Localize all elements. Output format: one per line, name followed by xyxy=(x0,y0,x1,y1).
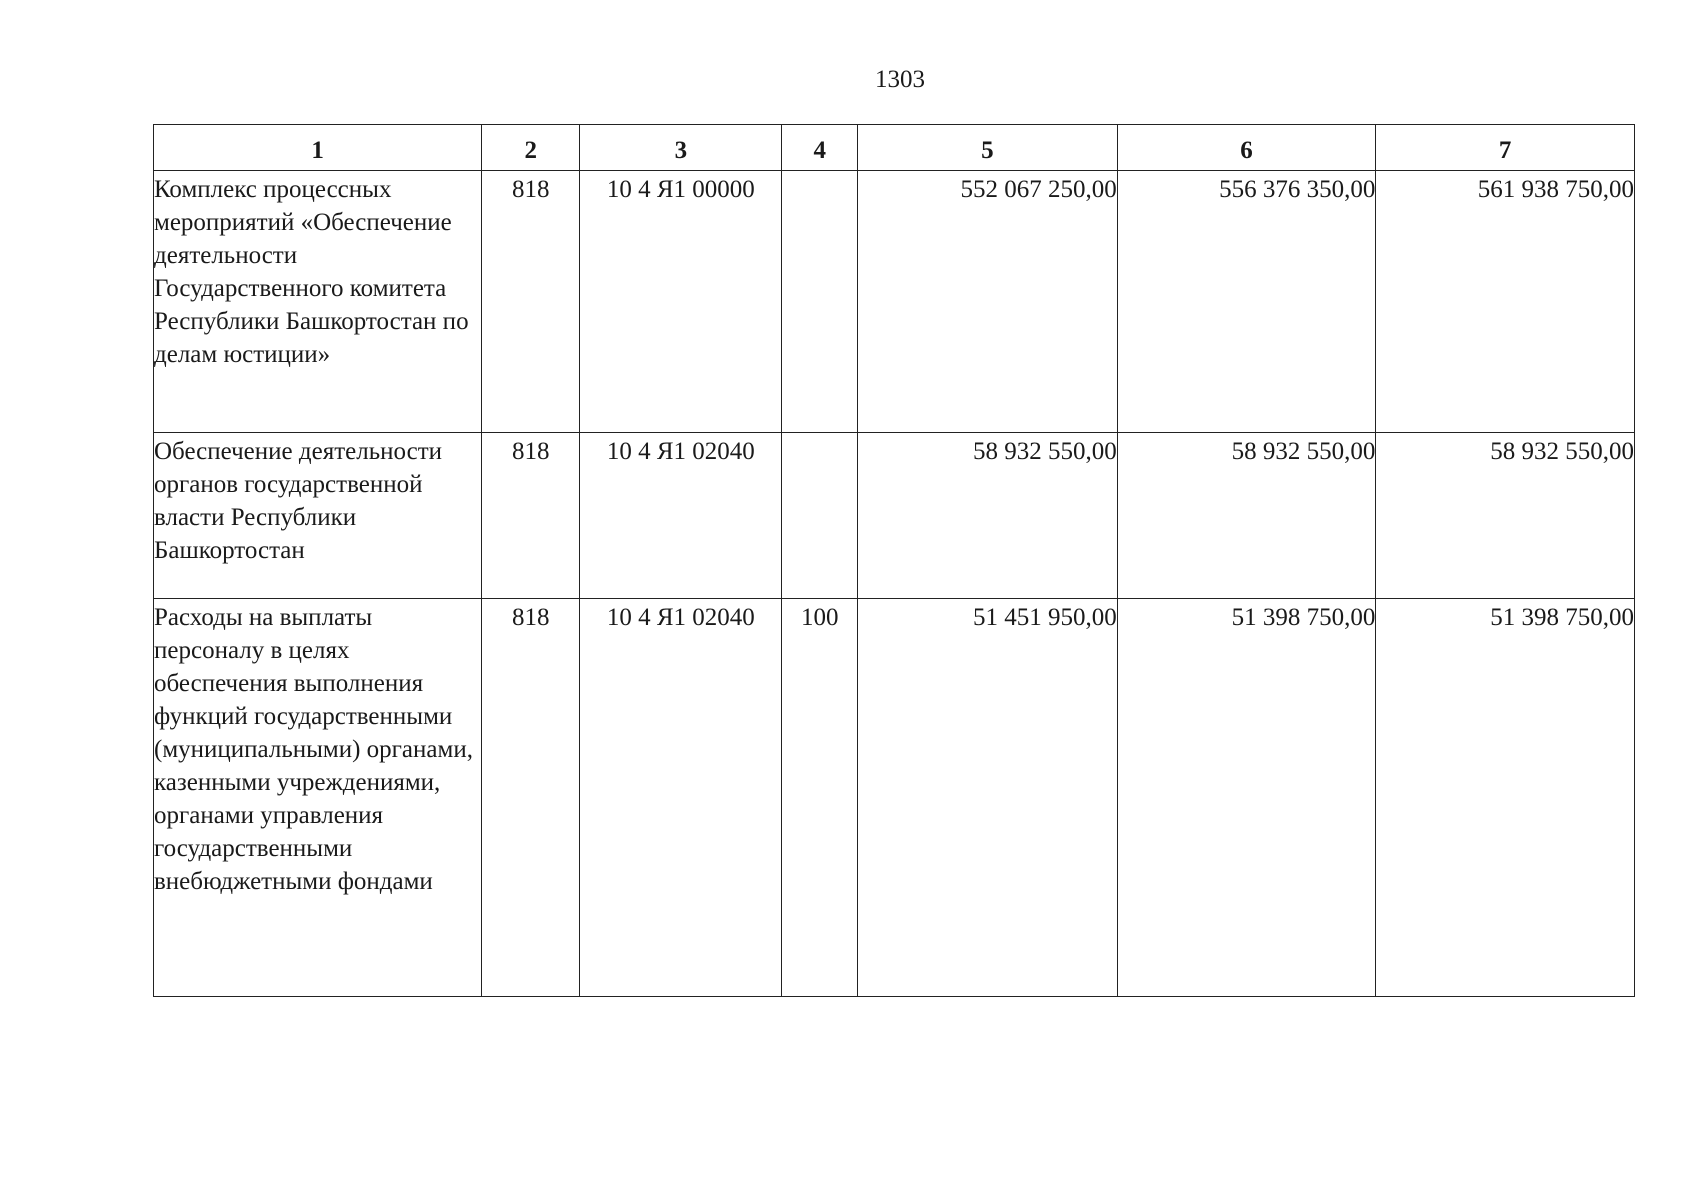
page-number: 1303 xyxy=(875,66,925,93)
row-amount-col7: 58 932 550,00 xyxy=(1376,433,1635,599)
row-name: Обеспечение деятельности органов государственной власти Республики Башкортостан xyxy=(154,433,482,599)
header-col-6: 6 xyxy=(1117,125,1376,171)
row-amount-col6: 556 376 350,00 xyxy=(1117,171,1376,433)
header-col-4: 4 xyxy=(782,125,858,171)
header-col-1: 1 xyxy=(154,125,482,171)
table-row xyxy=(154,599,1635,997)
header-col-7: 7 xyxy=(1376,125,1635,171)
table-row xyxy=(154,433,1635,599)
row-expense-type xyxy=(782,171,858,433)
budget-table xyxy=(153,124,1635,997)
row-amount-col5: 51 451 950,00 xyxy=(858,599,1118,997)
row-amount-col6: 58 932 550,00 xyxy=(1117,433,1376,599)
row-amount-col5: 552 067 250,00 xyxy=(858,171,1118,433)
row-amount-col7: 561 938 750,00 xyxy=(1376,171,1635,433)
row-amount-col6: 51 398 750,00 xyxy=(1117,599,1376,997)
row-ministry-code: 818 xyxy=(482,433,580,599)
row-target-article: 10 4 Я1 00000 xyxy=(580,171,782,433)
row-name: Комплекс процессных мероприятий «Обеспечение деятельности Государственного комитета Республики Башкортостан по делам юстиции» xyxy=(154,171,482,433)
row-expense-type xyxy=(782,433,858,599)
row-name: Расходы на выплаты персоналу в целях обеспечения выполнения функций государственными (муниципальными) органами, казенными учреждениями, органами управления государственными внебюджетными фондами xyxy=(154,599,482,997)
row-target-article: 10 4 Я1 02040 xyxy=(580,433,782,599)
header-col-2: 2 xyxy=(482,125,580,171)
table-row xyxy=(154,171,1635,433)
row-amount-col5: 58 932 550,00 xyxy=(858,433,1118,599)
row-expense-type: 100 xyxy=(782,599,858,997)
row-ministry-code: 818 xyxy=(482,171,580,433)
header-col-3: 3 xyxy=(580,125,782,171)
header-col-5: 5 xyxy=(858,125,1118,171)
row-amount-col7: 51 398 750,00 xyxy=(1376,599,1635,997)
row-target-article: 10 4 Я1 02040 xyxy=(580,599,782,997)
header-row xyxy=(154,125,1635,171)
row-ministry-code: 818 xyxy=(482,599,580,997)
